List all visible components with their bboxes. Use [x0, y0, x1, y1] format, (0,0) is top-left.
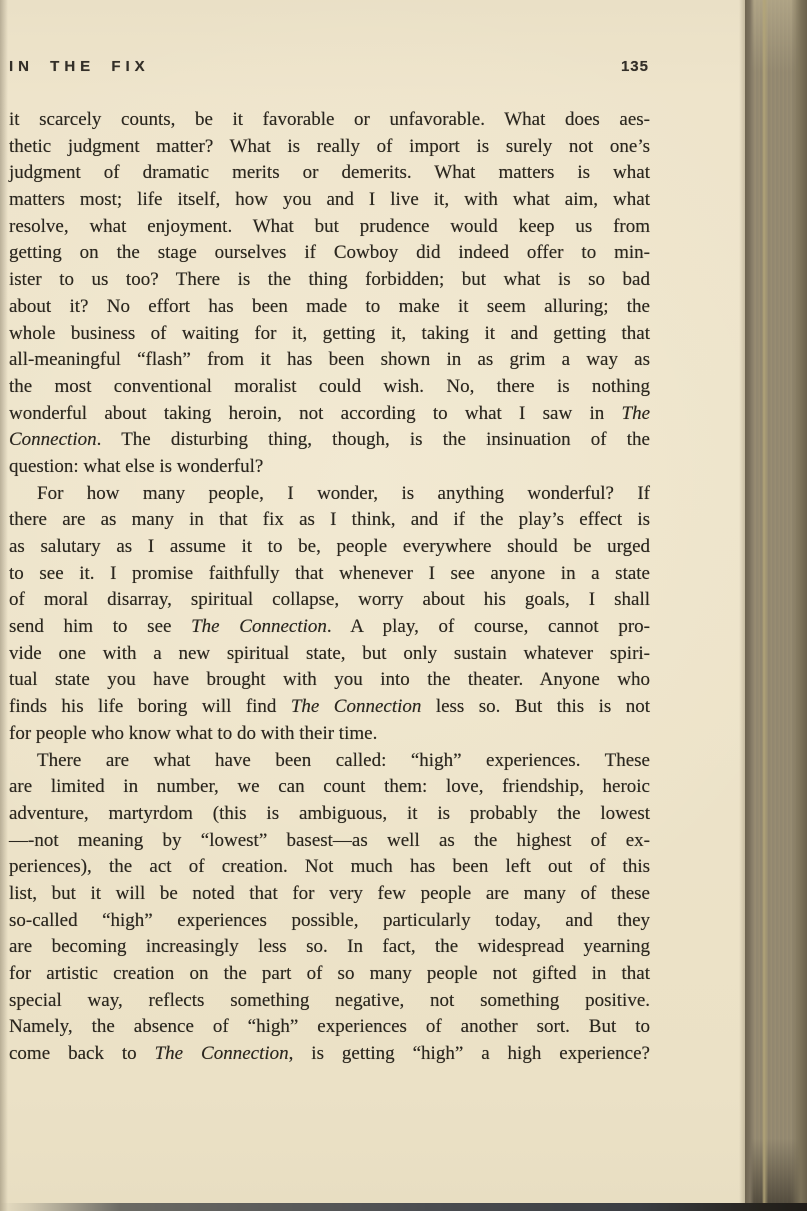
- text-line: getting on the stage ourselves if Cowboy did indeed offer to min-: [9, 242, 650, 264]
- text-line: periences), the act of creation. Not much has been left out of this: [9, 856, 650, 878]
- text-line: for people who know what to do with their time.: [9, 722, 378, 744]
- text-line: special way, reflects something negative, not something positive.: [9, 989, 650, 1011]
- page-header: [9, 58, 649, 75]
- book-fore-edge: [745, 0, 807, 1211]
- text-line: judgment of dramatic merits or demerits. What matters is what: [9, 162, 650, 184]
- text-line: there are as many in that fix as I think, and if the play’s effect is: [9, 509, 650, 531]
- text-block: [9, 107, 650, 1068]
- text-line: are becoming increasingly less so. In fact, the widespread yearning: [9, 936, 650, 958]
- page-number: 135: [620, 58, 649, 75]
- text-line: send him to see The Connection. A play, of course, cannot pro-: [9, 616, 650, 638]
- text-line: Namely, the absence of “high” experiences of another sort. But to: [9, 1016, 650, 1038]
- text-line: —-not meaning by “lowest” basest—as well as the highest of ex-: [9, 829, 650, 851]
- book-bottom-edge: [0, 1203, 807, 1211]
- text-line: of moral disarray, spiritual collapse, worry about his goals, I shall: [9, 589, 650, 611]
- text-line: adventure, martyrdom (this is ambiguous, it is probably the lowest: [9, 802, 650, 824]
- text-line: There are what have been called: “high” experiences. These: [37, 749, 650, 771]
- text-line: thetic judgment matter? What is really of import is surely not one’s: [9, 135, 650, 157]
- text-line: about it? No effort has been made to make it seem alluring; the: [9, 295, 650, 317]
- text-line: ister to us too? There is the thing forbidden; but what is so bad: [9, 269, 650, 291]
- book-top-edge: [0, 0, 807, 4]
- text-line: the most conventional moralist could wish. No, there is nothing: [9, 375, 650, 397]
- text-line: Connection. The disturbing thing, though, is the insinuation of the: [9, 429, 650, 451]
- text-line: so-called “high” experiences possible, particularly today, and they: [9, 909, 650, 931]
- text-line: for artistic creation on the part of so many people not gifted in that: [9, 963, 650, 984]
- left-edge-shadow: [0, 0, 8, 1211]
- text-line: tual state you have brought with you into the theater. Anyone who: [9, 669, 650, 691]
- text-line: wonderful about taking heroin, not according to what I saw in The: [9, 402, 650, 424]
- text-line: question: what else is wonderful?: [9, 455, 264, 477]
- text-line: resolve, what enjoyment. What but prudence would keep us from: [9, 215, 650, 237]
- text-line: it scarcely counts, be it favorable or unfavorable. What does aes-: [9, 109, 650, 130]
- text-line: vide one with a new spiritual state, but only sustain whatever spiri-: [9, 642, 650, 664]
- text-line: all-meaningful “flash” from it has been shown in as grim a way as: [9, 349, 650, 371]
- text-line: are limited in number, we can count them: love, friendship, heroic: [9, 776, 650, 798]
- text-line: finds his life boring will find The Connection less so. But this is not: [9, 696, 650, 718]
- text-line: come back to The Connection, is getting “high” a high experience?: [9, 1043, 650, 1065]
- text-line: matters most; life itself, how you and I live it, with what aim, what: [9, 189, 650, 211]
- text-line: as salutary as I assume it to be, people everywhere should be urged: [9, 536, 650, 557]
- text-line: whole business of waiting for it, getting it, taking it and getting that: [9, 322, 650, 344]
- text-line: list, but it will be noted that for very few people are many of these: [9, 882, 650, 904]
- running-head: IN THE FIX: [9, 58, 150, 75]
- text-line: For how many people, I wonder, is anything wonderful? If: [37, 482, 650, 504]
- text-line: to see it. I promise faithfully that whenever I see anyone in a state: [9, 562, 650, 584]
